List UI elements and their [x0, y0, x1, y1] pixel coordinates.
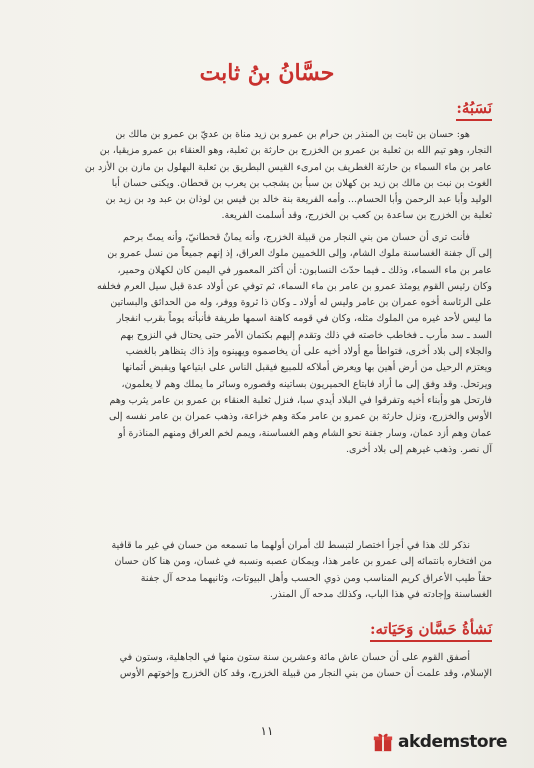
heading-text: نَشأةُ حَسَّان وَحَيَاته:: [369, 620, 492, 638]
text-line: الأوس والخزرج، ونزل حارثة بن عمرو بن عامر مكة وهم خزاعة، وذهب عمران بن عامر نفسه إلى: [108, 411, 492, 423]
text-line: ما ليس لأحد غيره من الملوك مثله، وكان في قومه كاهنة اسمها طريفة فأنبأته يوماً بقرب انفجار: [116, 313, 492, 325]
text-line: إلى آل جفنة الغساسنة ملوك الشام، وإلى اللخميين ملوك العراق، إذ إنهم جميعاً من نسل عمرو بن: [107, 248, 492, 260]
text-line: والجلاء إلى بلاد أخرى، فتواطأ مع أولاد أخيه على أن يخاصموه ويهينوه وإذ ذاك يتظاهر بالغضب: [125, 346, 492, 358]
text-line: عمان وهم أزد عمان، وسار جفنة نحو الشام وهم الغساسنة، ويمم لخم العراق ومنهم المناذرة أو: [118, 427, 492, 439]
text-line: الإسلام، وقد علمت أن حسان من بني النجار من قبيلة الخزرج، وقد كان الخزرج وإخوتهم الأوس: [119, 668, 492, 680]
text-line: ثعلبة بن الخزرج بن ساعدة بن كعب بن الخزرج، وقد أسلمت الفريعة.: [221, 210, 492, 222]
store-logo: [372, 726, 524, 758]
section-heading-nasab: [456, 99, 492, 121]
logo-text: akdemstore: [398, 732, 508, 752]
text-line: ويرتحل. وقد وفق إلى ما أراد فابتاع الحميريون بساتينه وقصوره وسائر ما يملك وهم لا يعلمون،: [121, 378, 492, 390]
heading-underline: [370, 640, 492, 642]
text-line: أصفق القوم على أن حسان عاش مائة وعشرين سنة ستون منها في الجاهلية، وستون في: [119, 652, 470, 663]
page-title: حسَّانُ بنُ ثابت: [199, 60, 335, 86]
text-line: النجار، وهو تيم الله بن ثعلبة بن عمرو بن الخزرج بن حارثة بن ثعلبة، وهو العنقاء بن عمرو مزيقيا، بن: [99, 145, 492, 157]
text-line: السد ـ سد مأرب ـ فخاطب خاصته في ذلك وتقدم إليهم بكتمان الأمر حتى يحتال في النزوح بهم: [120, 329, 492, 341]
text-line: عامر بن ماء السماء، وذلك ـ فيما حدّث النسابون: أن أكثر المعمور في اليمن كان لكهلان وحمير،: [117, 264, 492, 276]
text-line: نذكر لك هذا في أجزأ اختصار لتبسط لك أمران أولهما ما تسمعه من حسان في غير ما قافية: [111, 540, 470, 551]
nasab-paragraph-2: [38, 230, 492, 458]
nasab-paragraph-1: [38, 127, 492, 225]
text-line: فارتحل هو وأبناء أخيه وتفرقوا في البلاد أيدي سبا، فنزل ثعلبة العنقاء بن عمرو بن عامر يثرب وهم: [109, 394, 492, 406]
text-line: من افتخاره بانتمائه إلى عمرو بن عامر هذا، ويمكان عصبه ونسبه في غسان، ومن هنا كان حسان: [114, 556, 492, 568]
text-line: الوليد وأبا عبد الرحمن وأبا الحسام... وأمه الفريعة بنة خالد بن قيس بن لوذان بن عبد ود بن زيد بن: [105, 194, 492, 206]
text-line: عامر بن ماء السماء بن حارثة الغطريف بن امرىء القيس البطريق بن ثعلبة البهلول بن مازن بن الأزد بن: [84, 161, 492, 173]
heading-text: نَسَبُهُ:: [456, 99, 492, 117]
heading-underline: [456, 119, 492, 121]
text-line: هو: حسان بن ثابت بن المنذر بن حرام بن عمرو بن زيد مناة بن عديّ بن عمرو بن مالك بن: [115, 129, 470, 140]
nashaa-paragraph: [38, 650, 492, 683]
section-heading-nashaa: [370, 620, 492, 642]
text-line: حقاً طيب الأعراق كريم المناسب ومن ذوي الحسب وأهل البيوتات، وثانيهما مدحه آل جفنة: [140, 572, 492, 584]
text-line: وكان رئيس القوم يومئذ عمرو بن عامر بن ماء السماء، ثم توفي عن أولاد عدة قبل سيل العرم فخلفه: [96, 280, 492, 292]
nasab-paragraph-3: [38, 538, 492, 603]
text-line: ويعتزم الرحيل من أرض أهين بها ويعرض أملاكه للمبيع فيقبل الناس على ابتياعها ويقبض أثمانها: [122, 362, 492, 374]
text-line: الغوث بن نبت بن مالك بن زيد بن كهلان بن سبأ بن يشجب بن يعرب بن قحطان. ويكنى حسان أبا: [111, 177, 492, 189]
book-gift-icon: [372, 731, 394, 753]
text-line: آل نصر. وذهب غيرهم إلى بلاد أخرى.: [345, 443, 492, 455]
text-line: الغساسنة وإجادته في هذا الباب، وكذلك مدحه آل المنذر.: [269, 588, 492, 600]
page-number: ١١: [260, 724, 274, 738]
text-line: فأنت ترى أن حسان من بني النجار من قبيلة الخزرج، وأنه يمانٌ قحطانيّ، وأنه يمتّ برحم: [122, 232, 470, 243]
text-line: على الرئاسة أخوه عمران بن عامر وليس له أولاد ـ وكان ذا ثروة ووفر، وله من الحدائق والبساتين: [110, 297, 492, 309]
